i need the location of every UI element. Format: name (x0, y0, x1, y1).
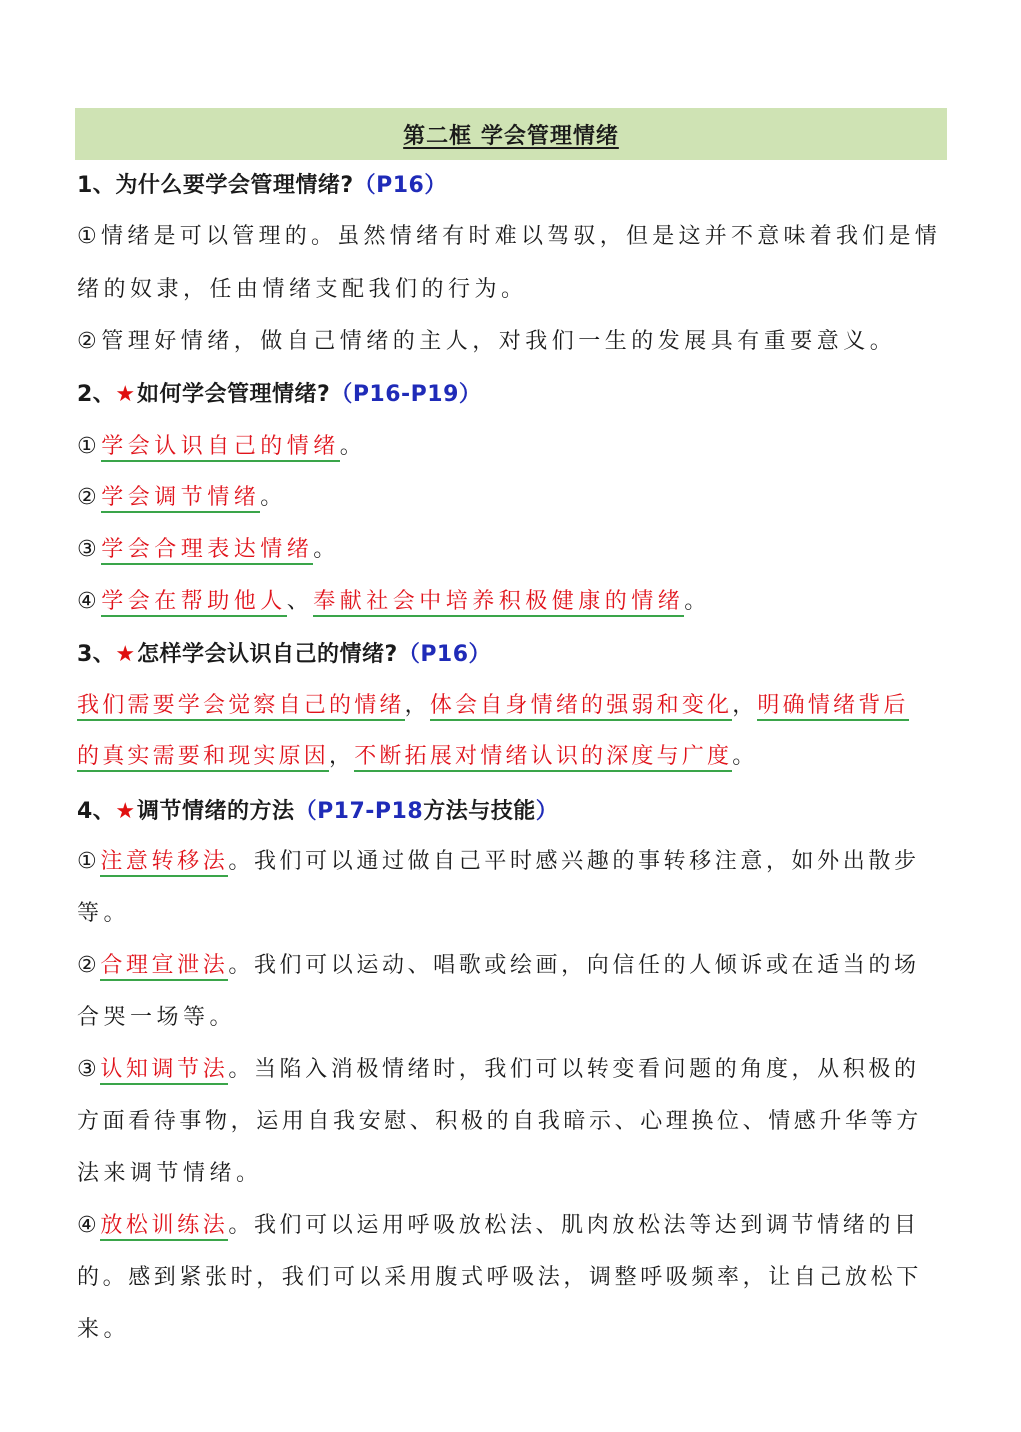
key-point: 明确情绪背后 (757, 693, 908, 721)
section-title: 第二框 学会管理情绪 (403, 123, 619, 149)
answer-line (77, 691, 947, 721)
method-description: 。我们可以通过做自己平时感兴趣的事转移注意，如外出散步 (228, 849, 920, 874)
question-4-heading (77, 797, 947, 827)
question-text: 调节情绪的方法 (137, 799, 295, 824)
star-icon: ★ (115, 799, 136, 824)
key-point: 体会自身情绪的强弱和变化 (430, 693, 732, 721)
punctuation: 。 (313, 537, 340, 562)
question-text: 为什么要学会管理情绪? (115, 173, 354, 198)
page-reference: （P16） (397, 642, 492, 667)
key-point: 学会认识自己的情绪 (101, 434, 340, 462)
list-item (77, 483, 947, 513)
answer-line (77, 742, 947, 772)
star-icon: ★ (115, 382, 136, 407)
question-2-heading (77, 380, 947, 410)
item-marker: ① (77, 849, 101, 874)
page-reference: （P16-P19） (330, 382, 482, 407)
item-marker: ④ (77, 1213, 101, 1238)
key-point: 学会在帮助他人 (101, 589, 287, 617)
punctuation: ， (732, 693, 758, 718)
star-icon: ★ (115, 642, 136, 667)
question-number: 4、 (77, 799, 116, 824)
method-4-continued: 来。 (77, 1317, 131, 1342)
key-point: 的真实需要和现实原因 (77, 744, 329, 772)
punctuation: ， (404, 693, 430, 718)
answer-line: ①情绪是可以管理的。虽然情绪有时难以驾驭，但是这并不意味着我们是情 (77, 224, 941, 249)
method-3-continued: 方面看待事物，运用自我安慰、积极的自我暗示、心理换位、情感升华等方 (77, 1109, 922, 1134)
method-1-continued: 等。 (77, 901, 131, 926)
question-1-heading (77, 171, 947, 201)
answer-line: 绪的奴隶，任由情绪支配我们的行为。 (77, 277, 528, 302)
question-number: 1、 (77, 173, 116, 198)
method-description: 。我们可以运动、唱歌或绘画，向信任的人倾诉或在适当的场 (228, 953, 920, 978)
reference-note: 方法与技能 (423, 799, 536, 824)
punctuation: 。 (339, 434, 367, 459)
question-text: 怎样学会认识自己的情绪? (137, 642, 398, 667)
list-item (77, 535, 947, 565)
item-marker: ① (77, 434, 102, 459)
page-reference-close: ） (535, 799, 559, 824)
method-3-line (77, 1055, 947, 1085)
punctuation: 。 (260, 485, 287, 510)
method-2-continued: 合哭一场等。 (77, 1005, 237, 1030)
key-point: 不断拓展对情绪认识的深度与广度 (354, 744, 732, 772)
item-marker: ④ (77, 589, 102, 614)
method-name: 放松训练法 (100, 1213, 228, 1241)
punctuation: 。 (684, 589, 711, 614)
question-3-heading (77, 640, 947, 670)
key-point: 学会合理表达情绪 (101, 537, 313, 565)
list-item (77, 432, 947, 462)
key-point: 学会调节情绪 (101, 485, 260, 513)
punctuation: 。 (732, 744, 758, 769)
key-point: 奉献社会中培养积极健康的情绪 (313, 589, 684, 617)
list-item (77, 587, 947, 617)
page-reference: （P17-P18 (294, 799, 424, 824)
question-text: 如何学会管理情绪? (137, 382, 331, 407)
key-point: 我们需要学会觉察自己的情绪 (77, 693, 405, 721)
item-marker: ② (77, 953, 101, 978)
item-marker: ② (77, 485, 102, 510)
punctuation: ， (329, 744, 355, 769)
question-number: 2、 (77, 382, 116, 407)
method-2-line (77, 951, 947, 981)
page-reference: （P16） (353, 173, 447, 198)
method-name: 注意转移法 (100, 849, 228, 877)
question-number: 3、 (77, 642, 116, 667)
method-name: 合理宣泄法 (100, 953, 228, 981)
item-marker: ③ (77, 537, 102, 562)
method-1-line (77, 847, 947, 877)
method-description: 。我们可以运用呼吸放松法、肌肉放松法等达到调节情绪的目 (228, 1213, 920, 1238)
item-marker: ③ (77, 1057, 101, 1082)
section-title-banner (75, 108, 947, 160)
answer-line: ②管理好情绪，做自己情绪的主人，对我们一生的发展具有重要意义。 (77, 329, 897, 354)
method-3-continued: 法来调节情绪。 (77, 1161, 263, 1186)
method-description: 。当陷入消极情绪时，我们可以转变看问题的角度，从积极的 (228, 1057, 920, 1082)
punctuation: 、 (286, 589, 314, 614)
method-name: 认知调节法 (100, 1057, 228, 1085)
method-4-line (77, 1211, 947, 1241)
method-4-continued: 的。感到紧张时，我们可以采用腹式呼吸法，调整呼吸频率，让自己放松下 (77, 1265, 922, 1290)
